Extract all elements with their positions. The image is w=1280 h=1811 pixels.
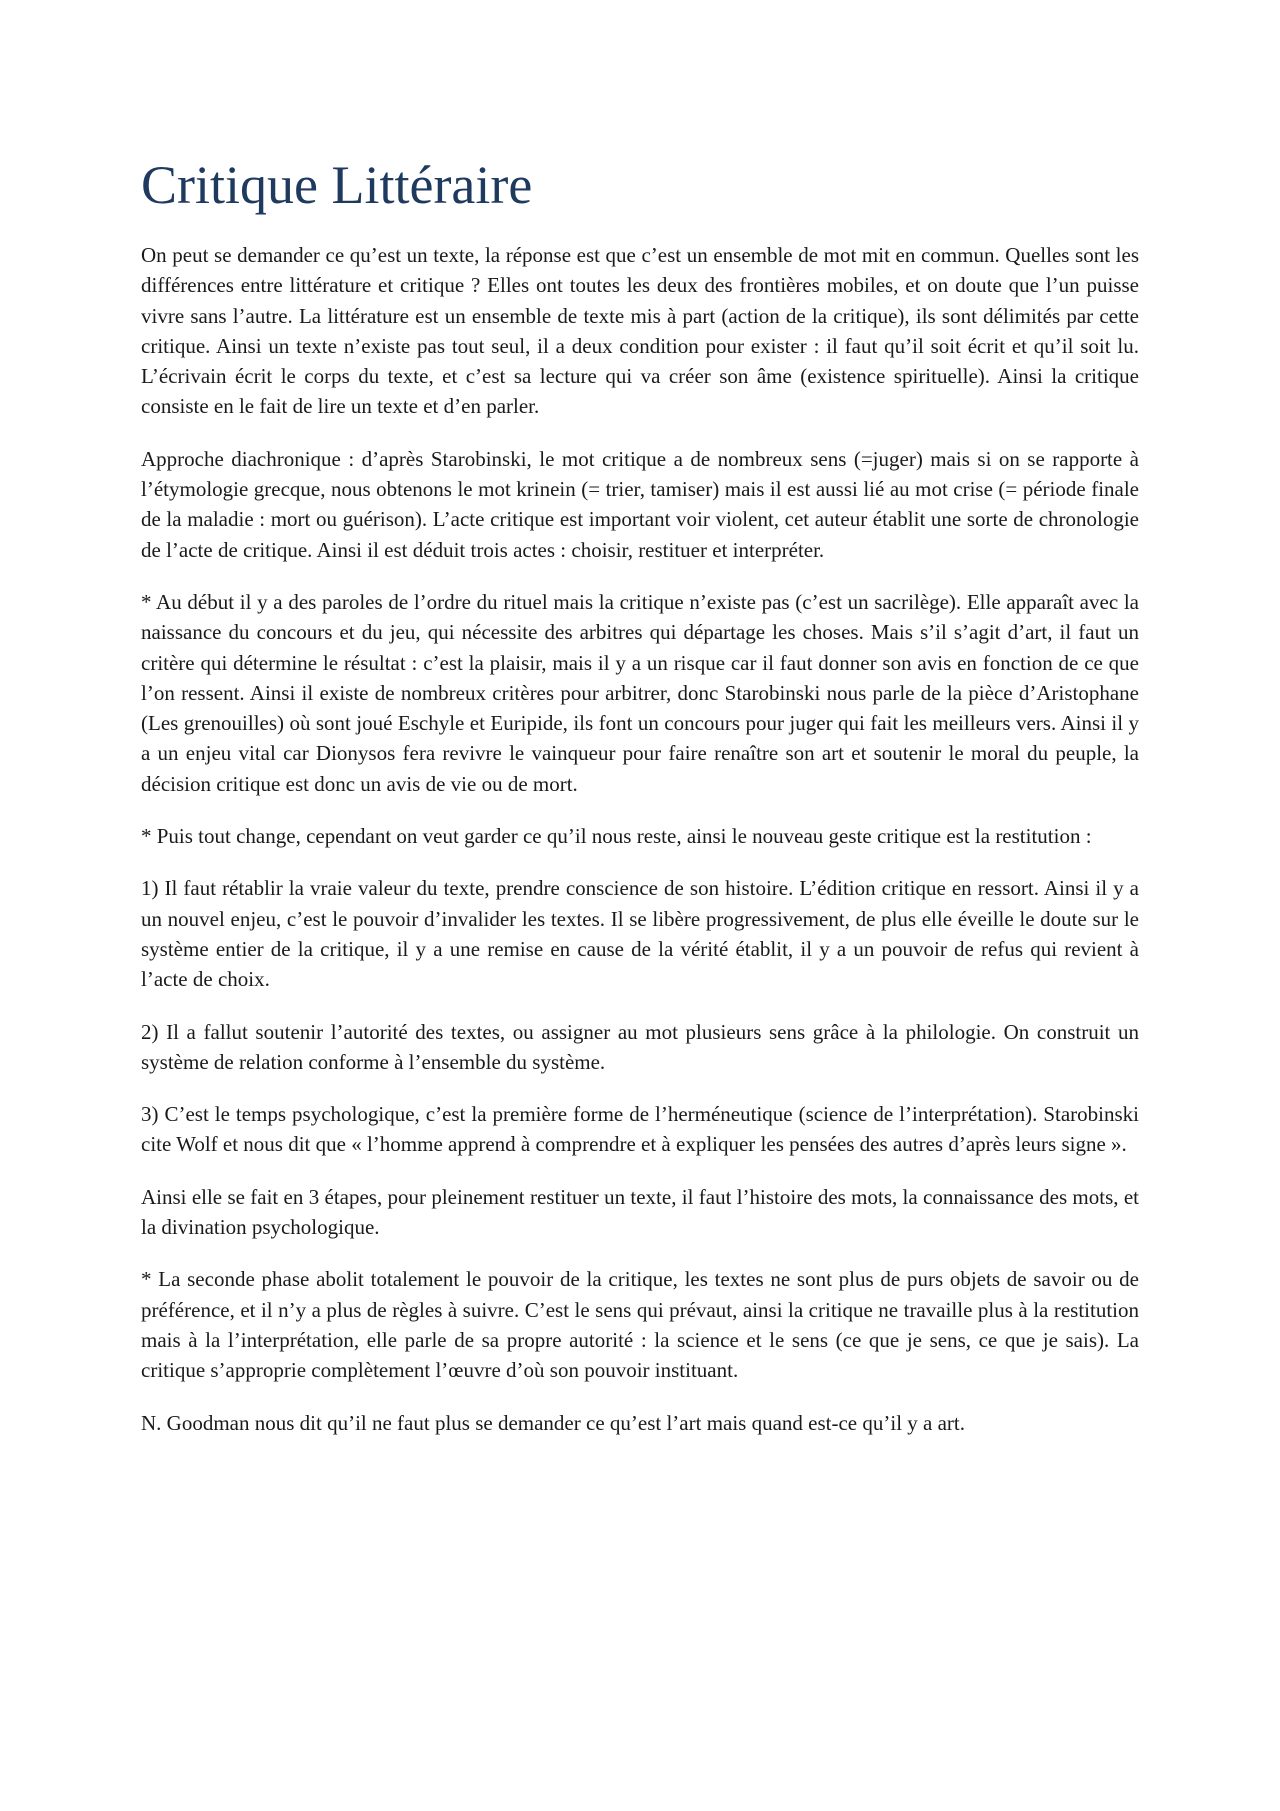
- document-title: Critique Littéraire: [141, 155, 533, 215]
- paragraph-step-1: 1) Il faut rétablir la vraie valeur du texte, prendre conscience de son histoire. L’édition critique en ressort. Ainsi il y a un nouvel enjeu, c’est le pouvoir d’invalider les textes. Il se libère progressivement, de plus elle éveille le doute sur le système entier de la critique, il y a une remise en cause de la vérité établit, il y a un pouvoir de refus qui revient à l’acte de choix.: [141, 876, 1139, 992]
- paragraph-restitution-intro: * Puis tout change, cependant on veut garder ce qu’il nous reste, ainsi le nouveau geste critique est la restitution :: [141, 824, 1092, 849]
- paragraph-step-3: 3) C’est le temps psychologique, c’est la première forme de l’herméneutique (science de l’interprétation). Starobinski cite Wolf et nous dit que « l’homme apprend à comprendre et à expliquer les pensées des autres d’après leurs signe ».: [141, 1102, 1139, 1157]
- paragraph-diachronic-approach: Approche diachronique : d’après Starobinski, le mot critique a de nombreux sens (=juger) mais si on se rapporte à l’étymologie grecque, nous obtenons le mot krinein (= trier, tamiser) mais il est aussi lié au mot crise (= période finale de la maladie : mort ou guérison). L’acte critique est important voir violent, cet auteur établit une sorte de chronologie de l’acte de critique. Ainsi il est déduit trois actes : choisir, restituer et interpréter.: [141, 446, 1139, 562]
- paragraph-three-steps-summary: Ainsi elle se fait en 3 étapes, pour pleinement restituer un texte, il faut l’histoire des mots, la connaissance des mots, et la divination psychologique.: [141, 1184, 1139, 1240]
- document-page: [141, 150, 1139, 1460]
- paragraph-step-2: 2) Il a fallut soutenir l’autorité des textes, ou assigner au mot plusieurs sens grâce à la philologie. On construit un système de relation conforme à l’ensemble du système.: [141, 1019, 1139, 1074]
- paragraph-intro: On peut se demander ce qu’est un texte, la réponse est que c’est un ensemble de mot mit en commun. Quelles sont les différences entre littérature et critique ? Elles ont toutes les deux des frontières mobiles, et on doute que l’un puisse vivre sans l’autre. La littérature est un ensemble de texte mis à part (action de la critique), ils sont délimités par cette critique. Ainsi un texte n’existe pas tout seul, il a deux condition pour exister : il faut qu’il soit écrit et qu’il soit lu. L’écrivain écrit le corps du texte, et c’est sa lecture qui va créer son âme (existence spirituelle). Ainsi la critique consiste en le fait de lire un texte et d’en parler.: [141, 243, 1139, 419]
- paragraph-second-phase: * La seconde phase abolit totalement le pouvoir de la critique, les textes ne sont plus de purs objets de savoir ou de préférence, et il n’y a plus de règles à suivre. C’est le sens qui prévaut, ainsi la critique ne travaille plus à la restitution mais à la l’interprétation, elle parle de sa propre autorité : la science et le sens (ce que je sens, ce que je sais). La critique s’approprie complètement l’œuvre d’où son pouvoir instituant.: [141, 1267, 1139, 1383]
- paragraph-first-phase: * Au début il y a des paroles de l’ordre du rituel mais la critique n’existe pas (c’est un sacrilège). Elle apparaît avec la naissance du concours et du jeu, qui nécessite des arbitres qui départage les choses. Mais s’il s’agit d’art, il faut un critère qui détermine le résultat : c’est la plaisir, mais il y a un risque car il faut donner son avis en fonction de ce que l’on ressent. Ainsi il existe de nombreux critères pour arbitrer, donc Starobinski nous parle de la pièce d’Aristophane (Les grenouilles) où sont joué Eschyle et Euripide, ils font un concours pour juger qui fait les meilleurs vers. Ainsi il y a un enjeu vital car Dionysos fera revivre le vainqueur pour faire renaître son art et soutenir le moral du peuple, la décision critique est donc un avis de vie ou de mort.: [141, 589, 1139, 796]
- paragraph-goodman: N. Goodman nous dit qu’il ne faut plus se demander ce qu’est l’art mais quand est-ce qu’il y a art.: [141, 1410, 966, 1435]
